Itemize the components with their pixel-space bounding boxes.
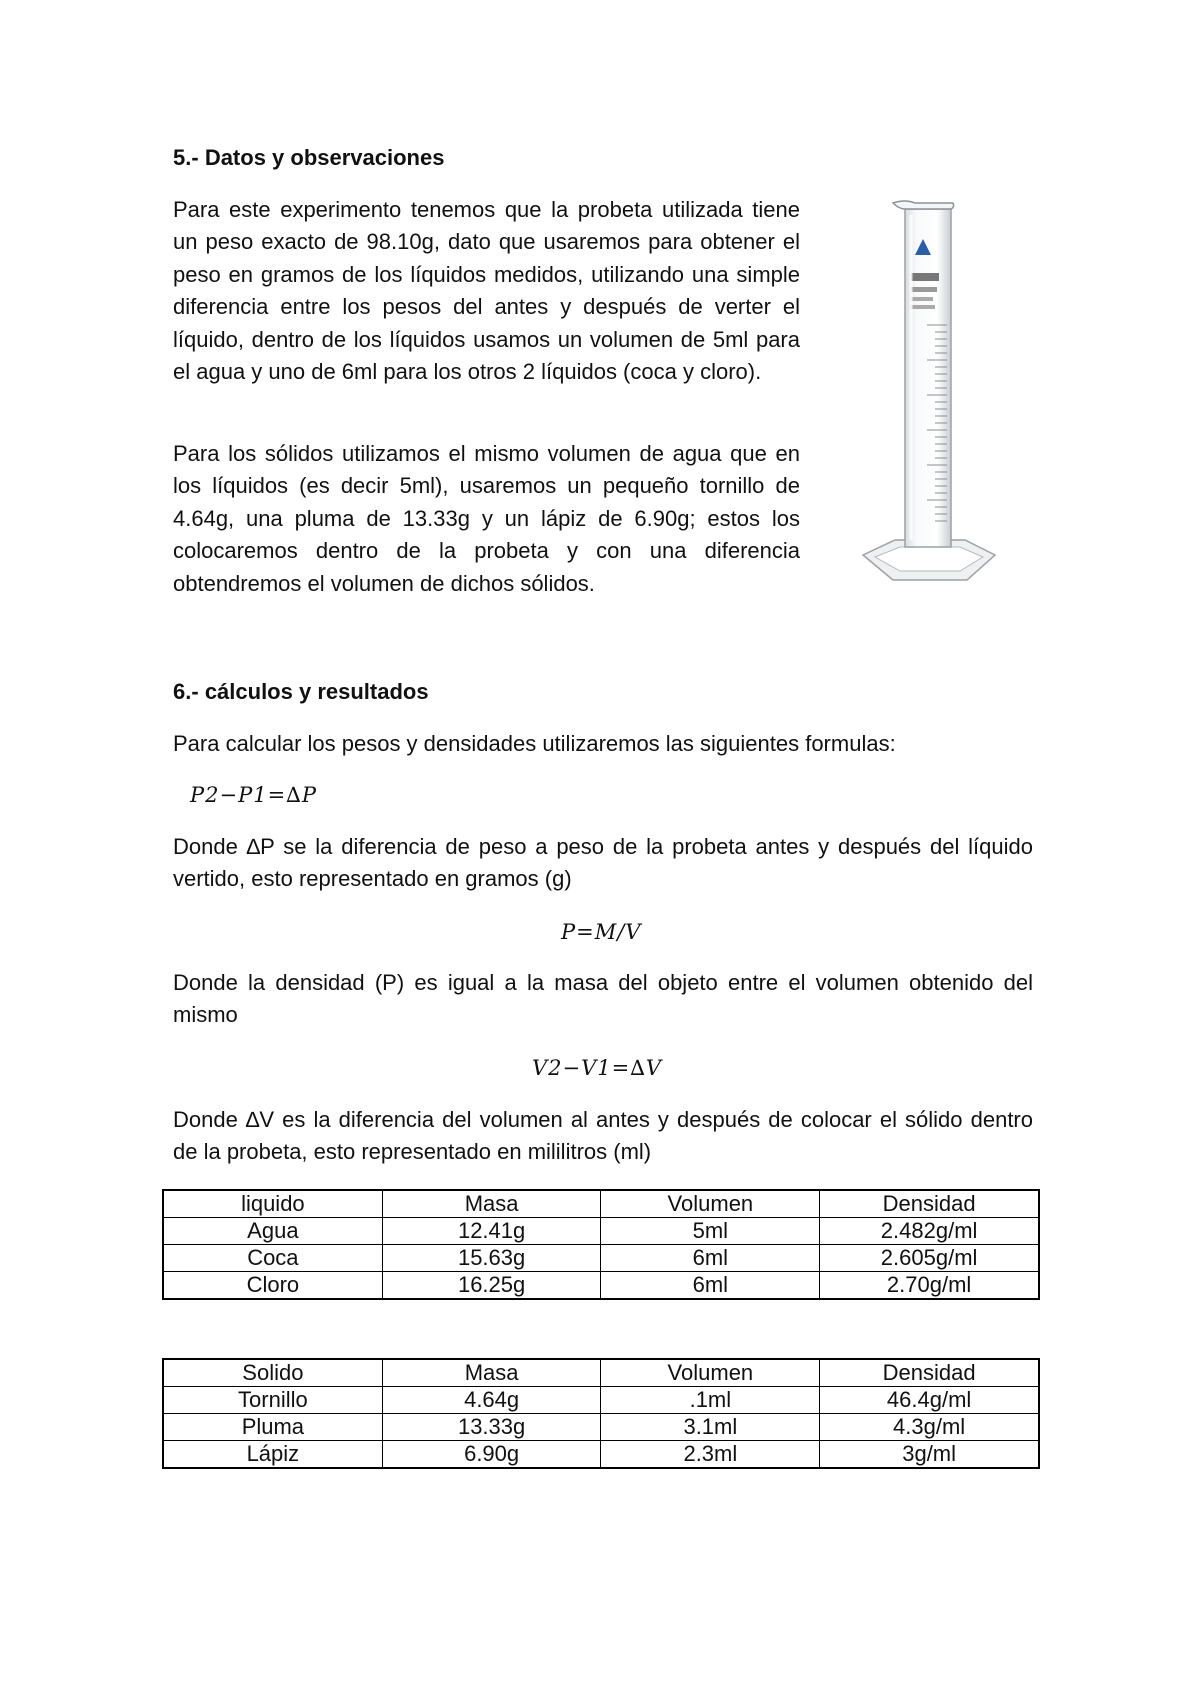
section-6-intro: Para calcular los pesos y densidades utilizaremos las siguientes formulas: [173, 731, 896, 756]
section-6-heading [173, 677, 429, 707]
section-5-number: 5.- [173, 145, 199, 170]
table-row [163, 1387, 1039, 1414]
table-header-cell: Volumen [601, 1190, 820, 1218]
section-6-title: cálculos y resultados [204, 679, 429, 704]
table-cell: 6ml [601, 1245, 820, 1272]
formula-density-explanation: Donde la densidad (P) es igual a la masa del objeto entre el volumen obtenido del mismo [173, 970, 1033, 1028]
table-header-cell: Volumen [601, 1359, 820, 1387]
table-row [163, 1441, 1039, 1469]
table-cell: 16.25g [382, 1272, 601, 1300]
table-cell: Tornillo [163, 1387, 382, 1414]
formula-delta-p: P2−P1=∆P [190, 783, 317, 807]
section-5-title: Datos y observaciones [204, 145, 445, 170]
table-header-cell: Densidad [820, 1190, 1039, 1218]
table-header-cell: Solido [163, 1359, 382, 1387]
formula-delta-v: V2−V1=∆V [532, 1056, 663, 1080]
table-cell: 5ml [601, 1218, 820, 1245]
table-header-cell: Densidad [820, 1359, 1039, 1387]
table-header-cell: liquido [163, 1190, 382, 1218]
table-row [163, 1245, 1039, 1272]
section-5-heading [173, 143, 444, 173]
table-cell: 2.605g/ml [820, 1245, 1039, 1272]
table-header-row [163, 1190, 1039, 1218]
table-row [163, 1272, 1039, 1300]
table-cell: Pluma [163, 1414, 382, 1441]
table-header-cell: Masa [382, 1190, 601, 1218]
table-cell: 2.70g/ml [820, 1272, 1039, 1300]
formula-density: P=M/V [561, 920, 642, 944]
section-5-paragraph-1: Para este experimento tenemos que la probeta utilizada tiene un peso exacto de 98.10g, dato que usaremos para obtener el peso en gramos de los líquidos medidos, utilizando una simple diferencia entre los pesos del antes y después de verter el líquido, dentro de los líquidos usamos un volumen de 5ml para el agua y uno de 6ml para los otros 2 líquidos (coca y cloro). [173, 197, 800, 385]
table-row [163, 1218, 1039, 1245]
table-cell: 3g/ml [820, 1441, 1039, 1469]
table-cell: Agua [163, 1218, 382, 1245]
table-cell: 12.41g [382, 1218, 601, 1245]
table-cell: 6ml [601, 1272, 820, 1300]
formula-delta-v-explanation: Donde ∆V es la diferencia del volumen al antes y después de colocar el sólido dentro de la probeta, esto representado en mililitros (ml) [173, 1107, 1033, 1165]
table-cell: 2.482g/ml [820, 1218, 1039, 1245]
section-5-paragraph-2: Para los sólidos utilizamos el mismo volumen de agua que en los líquidos (es decir 5ml), usaremos un pequeño tornillo de 4.64g, una pluma de 13.33g y un lápiz de 6.90g; estos los colocaremos dentro de la probeta y con una diferencia obtendremos el volumen de dichos sólidos. [173, 441, 800, 596]
formula-delta-p-explanation: Donde ∆P se la diferencia de peso a peso de la probeta antes y después del líquido vertido, esto representado en gramos (g) [173, 834, 1033, 892]
table-cell: .1ml [601, 1387, 820, 1414]
table-cell: 3.1ml [601, 1414, 820, 1441]
table-cell: Lápiz [163, 1441, 382, 1469]
graduated-cylinder-image [855, 195, 1000, 590]
liquids-table [162, 1189, 1040, 1300]
table-cell: 13.33g [382, 1414, 601, 1441]
table-cell: Coca [163, 1245, 382, 1272]
table-cell: Cloro [163, 1272, 382, 1300]
table-header-row [163, 1359, 1039, 1387]
section-6-number: 6.- [173, 679, 199, 704]
solids-table [162, 1358, 1040, 1469]
table-cell: 15.63g [382, 1245, 601, 1272]
table-cell: 2.3ml [601, 1441, 820, 1469]
table-header-cell: Masa [382, 1359, 601, 1387]
table-cell: 4.3g/ml [820, 1414, 1039, 1441]
table-row [163, 1414, 1039, 1441]
table-cell: 4.64g [382, 1387, 601, 1414]
table-cell: 46.4g/ml [820, 1387, 1039, 1414]
table-cell: 6.90g [382, 1441, 601, 1469]
